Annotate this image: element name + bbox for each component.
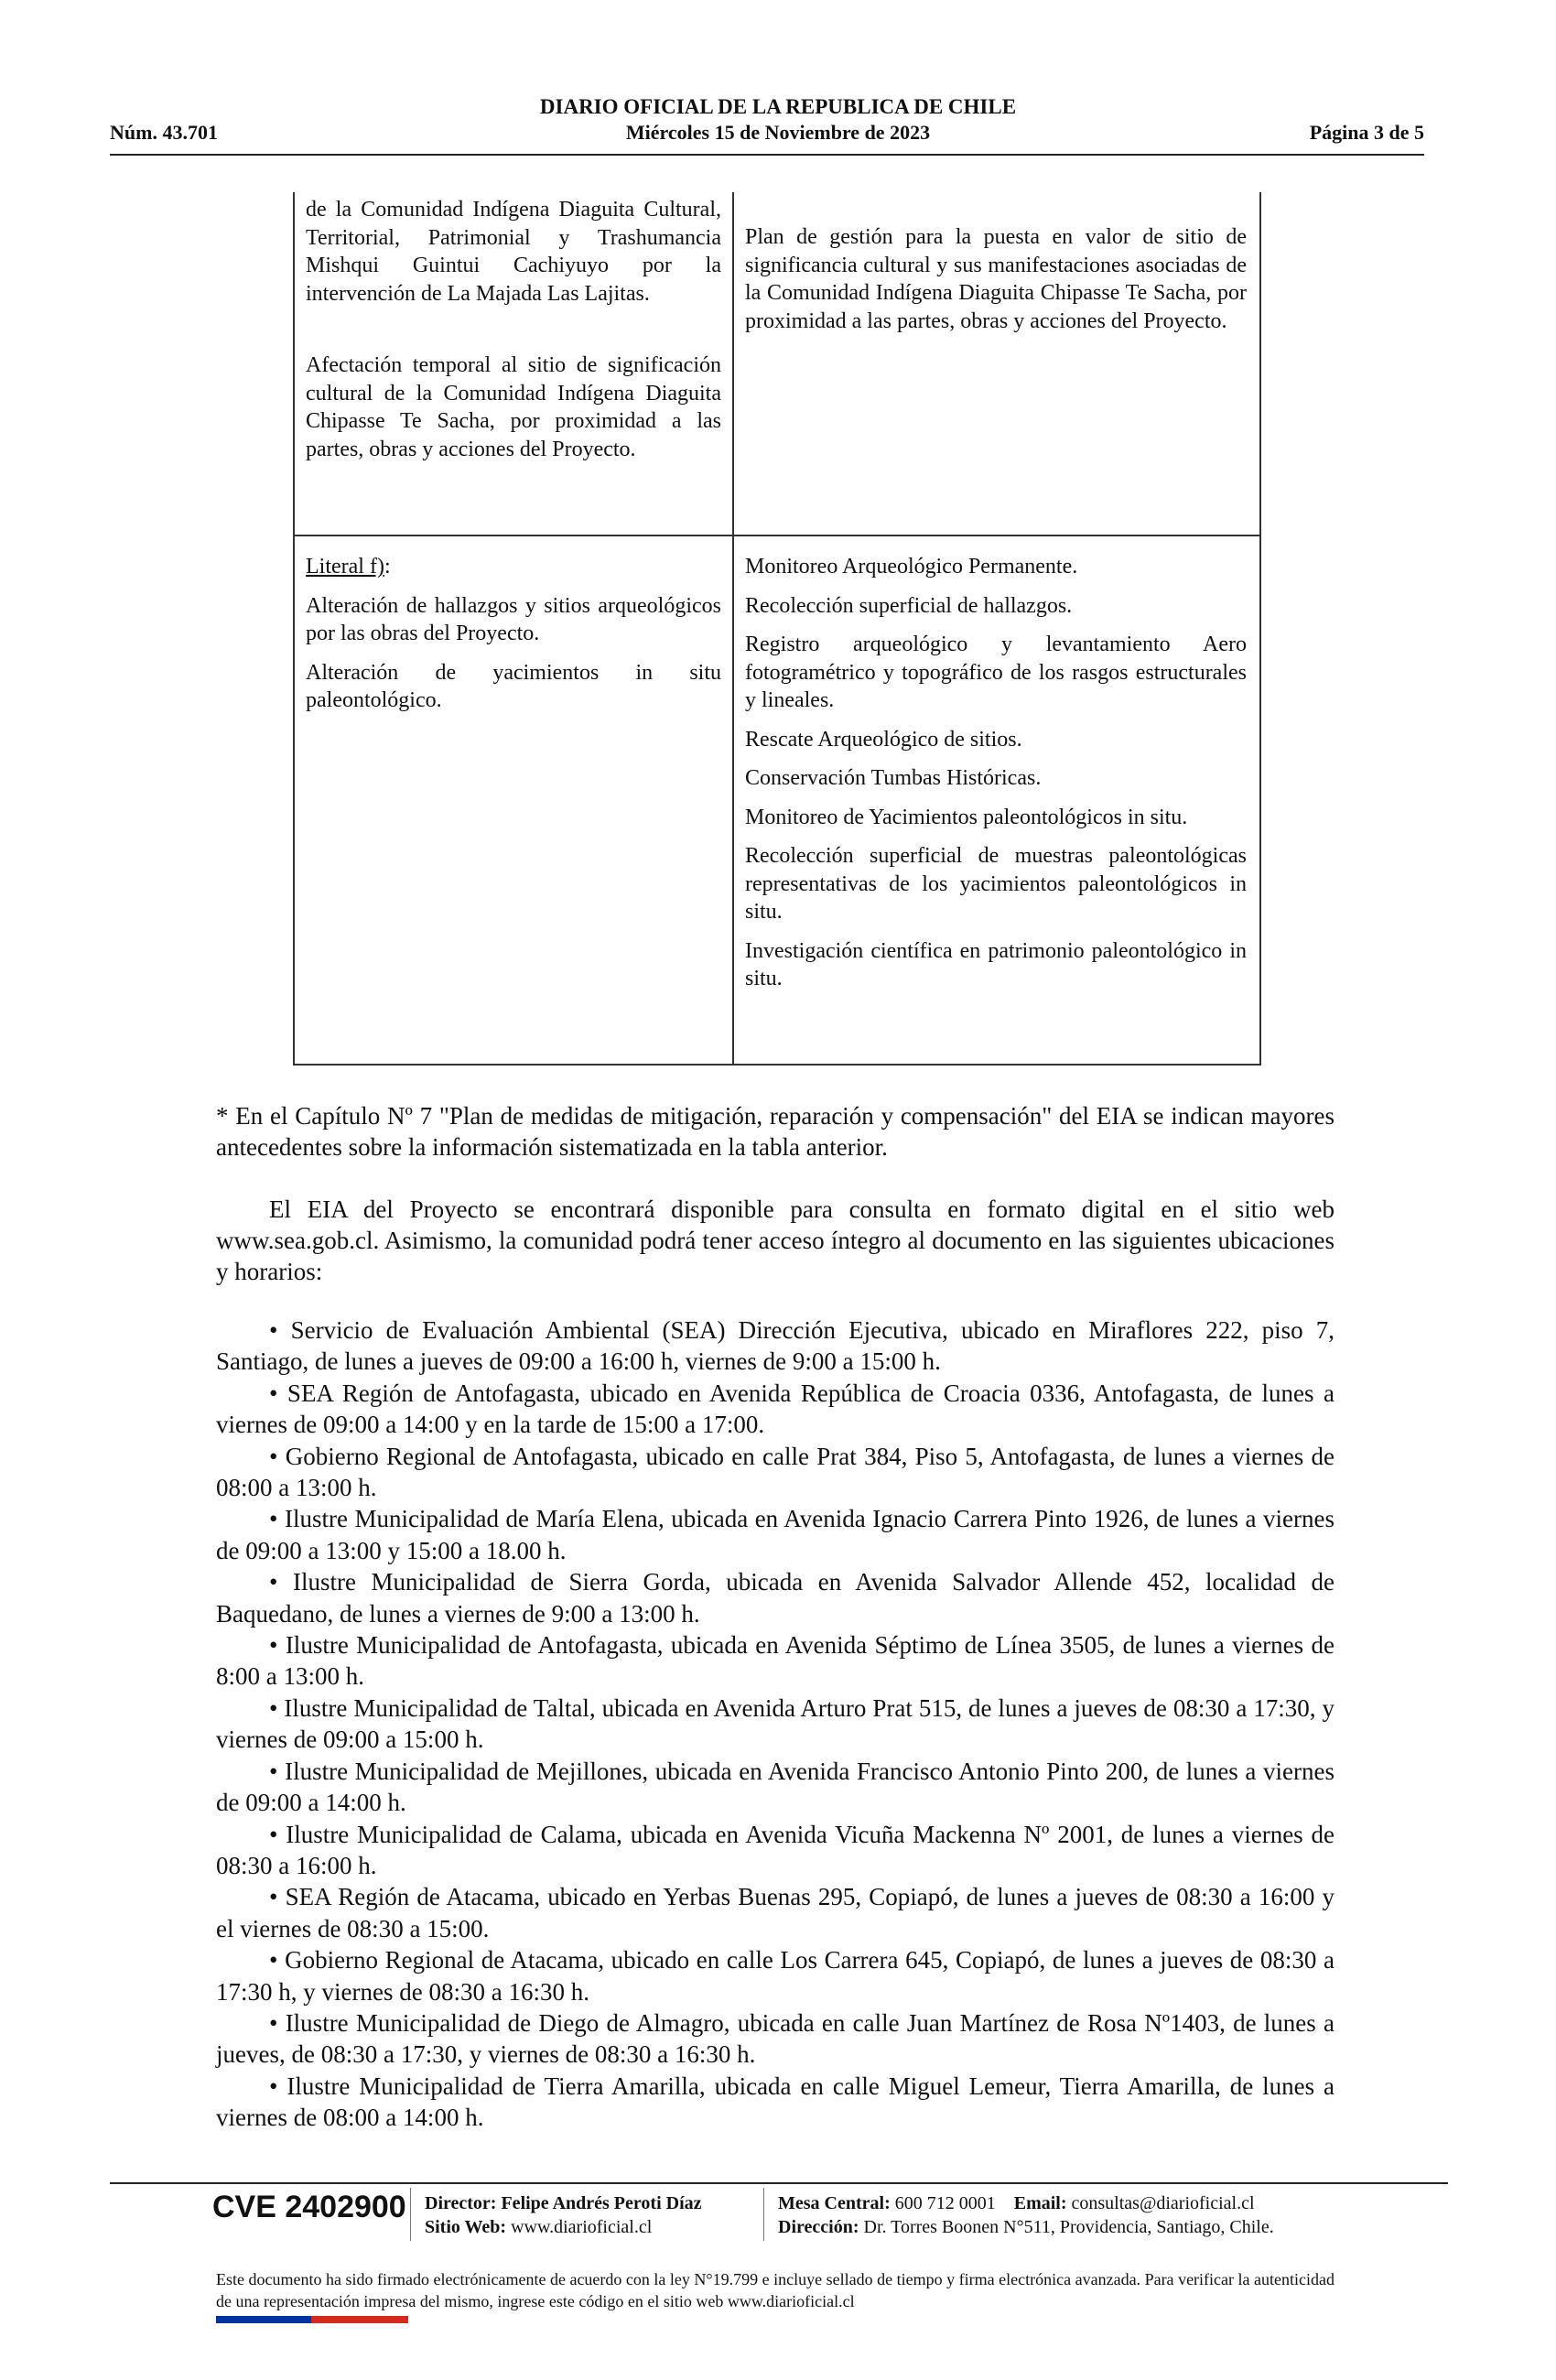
list-item: • Ilustre Municipalidad de Taltal, ubicada en Avenida Arturo Prat 515, de lunes a jueves de 08:30 a 17:30, y viernes de 09:00 a 15:00 h. xyxy=(216,1693,1334,1754)
measure-text: Conservación Tumbas Históricas. xyxy=(745,766,1042,790)
impact-text: Alteración de hallazgos y sitios arqueológicos por las obras del Proyecto. xyxy=(306,593,721,645)
measure-text: Recolección superficial de muestras paleontológicas representativas de los yacimientos paleontológicos in situ. xyxy=(745,844,1247,924)
legal-note: Este documento ha sido firmado electrónicamente de acuerdo con la ley N°19.799 e incluye sellado de tiempo y firma electrónica avanzada. Para verificar la autenticidad de una representación impresa del mismo, ingrese este código en el sitio web www.diarioficial.cl xyxy=(216,2270,1334,2310)
email-link[interactable]: consultas@diarioficial.cl xyxy=(1071,2193,1255,2213)
locations-list xyxy=(216,1314,1334,2134)
impact-text: de la Comunidad Indígena Diaguita Cultural, Territorial, Patrimonial y Trashumancia Mishqui Guintui Cachiyuyo por la intervención de La Majada Las Lajitas. xyxy=(306,198,721,306)
measure-text: Monitoreo Arqueológico Permanente. xyxy=(745,555,1078,579)
measure-text: Rescate Arqueológico de sitios. xyxy=(745,727,1022,752)
table-border-right xyxy=(1259,192,1261,1066)
impact-text: Alteración de yacimientos in situ paleontológico. xyxy=(306,660,721,712)
director-name: Felipe Andrés Peroti Díaz xyxy=(501,2193,702,2213)
issue-number: Núm. 43.701 xyxy=(110,121,218,144)
list-item: • SEA Región de Antofagasta, ubicado en Avenida República de Croacia 0336, Antofagasta, de lunes a viernes de 09:00 a 14:00 y en la tarde de 15:00 a 17:00. xyxy=(216,1379,1334,1439)
address: Dr. Torres Boonen N°511, Providencia, Santiago, Chile. xyxy=(863,2217,1274,2237)
measure-text: Investigación científica en patrimonio paleontológico in situ. xyxy=(745,938,1247,990)
table-row1-impacts xyxy=(306,196,721,480)
footer-contact-block: Mesa Central: 600 712 0001 Email: consultas@diarioficial.cl Dirección: Dr. Torres Boonen N°511, Providencia, Santiago, Chile. xyxy=(778,2193,1274,2237)
list-item: • SEA Región de Atacama, ubicado en Yerbas Buenas 295, Copiapó, de lunes a jueves de 08:30 a 16:00 y el viernes de 08:30 a 15:00. xyxy=(216,1883,1334,1942)
phone-number: 600 712 0001 xyxy=(894,2193,996,2213)
impact-text: Afectación temporal al sitio de significación cultural de la Comunidad Indígena Diaguita Chipasse Te Sacha, por proximidad a las partes, obras y acciones del Proyecto. xyxy=(306,353,721,461)
list-item: • Gobierno Regional de Atacama, ubicado en calle Los Carrera 645, Copiapó, de lunes a jueves de 08:30 a 17:30 h, y viernes de 08:30 a 16:30 h. xyxy=(216,1946,1334,2006)
literal-label: Literal f) xyxy=(306,555,384,579)
table-note: * En el Capítulo Nº 7 "Plan de medidas de mitigación, reparación y compensación" del EIA se indican mayores antecedentes sobre la información sistematizada en la tabla anterior. xyxy=(216,1102,1334,1161)
header-divider xyxy=(110,154,1424,156)
page-indicator: Página 3 de 5 xyxy=(1309,121,1424,144)
measure-text: Monitoreo de Yacimientos paleontológicos in situ. xyxy=(745,805,1188,829)
measure-text: Recolección superficial de hallazgos. xyxy=(745,593,1073,618)
table-border-bottom xyxy=(293,1064,1261,1066)
footer-director-block: Director: Felipe Andrés Peroti Díaz Sitio Web: www.diarioficial.cl xyxy=(425,2193,702,2237)
measure-text: Registro arqueológico y levantamiento Aero fotogramétrico y topográfico de los rasgos estructurales y lineales. xyxy=(745,633,1247,712)
list-item: • Gobierno Regional de Antofagasta, ubicado en calle Prat 384, Piso 5, Antofagasta, de lunes a viernes de 08:00 a 13:00 h. xyxy=(216,1442,1334,1502)
list-item: • Ilustre Municipalidad de Diego de Almagro, ubicada en calle Juan Martínez de Rosa Nº1403, de lunes a jueves, de 08:30 a 17:30, y viernes de 08:30 a 16:30 h. xyxy=(216,2008,1334,2069)
footer-divider xyxy=(110,2182,1448,2184)
flag-stripe-blue xyxy=(216,2316,311,2323)
list-item: • Ilustre Municipalidad de Sierra Gorda, ubicada en Avenida Salvador Allende 452, localidad de Baquedano, de lunes a viernes de 9:00 a 13:00 h. xyxy=(216,1568,1334,1628)
list-item: • Ilustre Municipalidad de Mejillones, ubicada en Avenida Francisco Antonio Pinto 200, de lunes a viernes de 09:00 a 14:00 h. xyxy=(216,1757,1334,1817)
table-row2-impacts xyxy=(306,553,721,726)
measure-text: Plan de gestión para la puesta en valor de sitio de significancia cultural y sus manifestaciones asociadas de la Comunidad Indígena Diaguita Chipasse Te Sacha, por proximidad a las partes, obras y acciones del Proyecto. xyxy=(745,225,1247,333)
table-row2-measures xyxy=(745,553,1247,1004)
measures-table xyxy=(293,192,1261,1066)
publication-date: Miércoles 15 de Noviembre de 2023 xyxy=(625,121,931,144)
table-border-left xyxy=(293,192,295,1066)
footer-separator xyxy=(763,2188,764,2241)
list-item: • Ilustre Municipalidad de Antofagasta, ubicada en Avenida Séptimo de Línea 3505, de lunes a viernes de 8:00 a 13:00 h. xyxy=(216,1631,1334,1691)
flag-stripe-red xyxy=(311,2316,408,2323)
list-item: • Servicio de Evaluación Ambiental (SEA) Dirección Ejecutiva, ubicado en Miraflores 222, piso 7, Santiago, de lunes a jueves de 09:00 a 16:00 h, viernes de 9:00 a 15:00 h. xyxy=(216,1316,1334,1376)
list-item: • Ilustre Municipalidad de Tierra Amarilla, ubicada en calle Miguel Lemeur, Tierra Amarilla, de lunes a viernes de 08:00 a 14:00 h. xyxy=(216,2072,1334,2132)
table-row1-measures xyxy=(745,223,1247,352)
literal-heading: Literal f): xyxy=(306,555,391,579)
intro-paragraph: El EIA del Proyecto se encontrará disponible para consulta en formato digital en el sitio web www.sea.gob.cl. Asimismo, la comunidad podrá tener acceso íntegro al documento en las siguientes ubicaciones y horarios: xyxy=(216,1195,1334,1285)
list-item: • Ilustre Municipalidad de Calama, ubicada en Avenida Vicuña Mackenna Nº 2001, de lunes a viernes de 08:30 a 16:00 h. xyxy=(216,1820,1334,1879)
publication-title: DIARIO OFICIAL DE LA REPUBLICA DE CHILE xyxy=(539,95,1017,118)
table-row-divider xyxy=(293,535,1261,536)
site-link[interactable]: www.diarioficial.cl xyxy=(511,2217,653,2237)
footer-separator xyxy=(410,2188,411,2241)
cve-code: CVE 2402900 xyxy=(212,2190,406,2224)
table-column-divider xyxy=(732,192,734,1066)
list-item: • Ilustre Municipalidad de María Elena, ubicada en Avenida Ignacio Carrera Pinto 1926, de lunes a viernes de 09:00 a 13:00 y 15:00 a 18.00 h. xyxy=(216,1505,1334,1564)
